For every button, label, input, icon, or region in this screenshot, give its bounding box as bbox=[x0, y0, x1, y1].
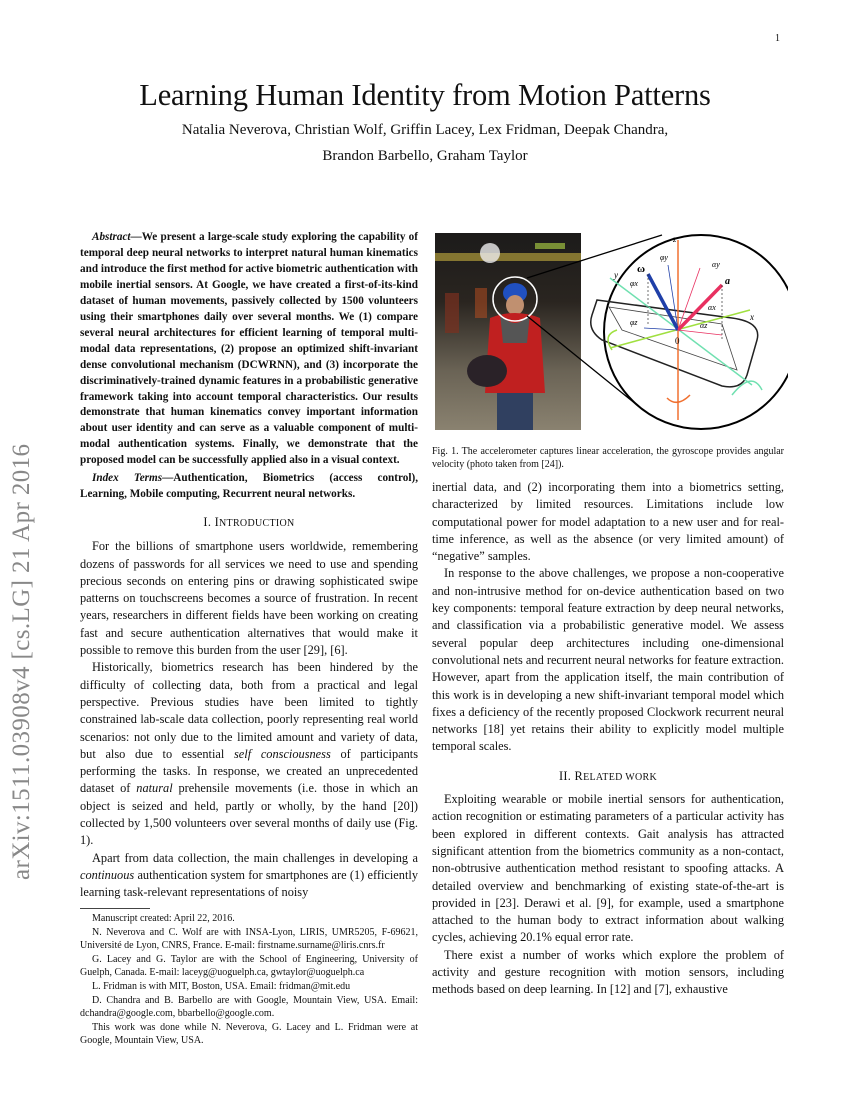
sensor-axes-diagram bbox=[432, 230, 788, 440]
figure-1 bbox=[432, 230, 788, 440]
footnote: Manuscript created: April 22, 2016. bbox=[92, 913, 235, 924]
figure-caption: Fig. 1. The accelerometer captures linear acceleration, the gyroscope provides angular velocity (photo taken from [24]). bbox=[432, 446, 784, 471]
right-column bbox=[432, 479, 784, 999]
abstract-label: Abstract bbox=[92, 231, 131, 243]
index-terms-label: Index Terms bbox=[92, 472, 163, 484]
svg-text:αz: αz bbox=[700, 321, 708, 330]
footnote: This work was done while N. Neverova, G. Lacey and L. Fridman were at Google, Mountain View, USA. bbox=[80, 1021, 418, 1047]
abstract bbox=[80, 230, 418, 469]
arxiv-identifier: arXiv:1511.03908v4 [cs.LG] 21 Apr 2016 bbox=[8, 443, 35, 880]
svg-text:αx: αx bbox=[708, 303, 716, 312]
introduction-section bbox=[80, 514, 418, 902]
paragraph: In response to the above challenges, we propose a non-cooperative and non-intrusive method for on-device authentication based on two key components: temporal feature extraction by deep neural networks, and classification via a probabilistic generative model. We assess several popular deep architectures including one-dimensional convolutional nets and recurrent neural networks for feature extraction. However, apart from the application itself, the main contribution of this work is in developing a new shift-invariant temporal model which fixes a deficiency of the recently proposed Clockwork recurrent neural networks [18] yet retains their ability to explicitly model multiple temporal scales. bbox=[432, 566, 784, 754]
paragraph: inertial data, and (2) incorporating them into a biometrics setting, characterized by limited resources. Limitations include low computational power for model adaptation to a new user and for real-time inference, as well as the absence (or very limited amount) of “negative” samples. bbox=[432, 480, 784, 564]
svg-text:x: x bbox=[750, 312, 754, 322]
paragraph: For the billions of smartphone users worldwide, remembering dozens of passwords for all services we need to use and spending precious seconds on entering pins or drawing sophisticated swipe patterns on touchscreens becomes a source of frustration. In recent years, researchers in different fields have been working on creating fast and secure authentication alternatives that would make it possible to remove this burden from the user [29], [6]. bbox=[80, 539, 418, 658]
svg-text:a: a bbox=[725, 276, 730, 287]
paragraph: There exist a number of works which explore the problem of activity and gesture recognition with motion sensors, including methods based on deep learning. In [12] and [7], exhaustive bbox=[432, 947, 784, 997]
svg-text:z: z bbox=[673, 234, 677, 244]
svg-text:ω: ω bbox=[637, 263, 646, 275]
svg-text:φz: φz bbox=[630, 318, 638, 327]
paragraph: Historically, biometrics research has been hindered by the difficulty of collecting data, both from a practical and legal perspective. Previous studies have been limited to tightly constrained lab-scale data collection, poorly representing real world scenarios: not only due to the limited amount and variety of data, but also due to essential self consciousness of participants performing the tasks. In response, we created an unprecedented dataset of natural prehensile movements (i.e. those in which an object is seized and held, partly or wholly, by the hand [20]) collected by 1,500 volunteers over several months of daily use (Fig. 1). bbox=[80, 660, 418, 848]
footnotes bbox=[80, 912, 418, 1048]
paragraph: Apart from data collection, the main challenges in developing a continuous authentication system for smartphones are (1) efficiently learning task-relevant representations of noisy bbox=[80, 850, 418, 900]
svg-text:φx: φx bbox=[630, 279, 638, 288]
footnote: L. Fridman is with MIT, Boston, USA. Email: fridman@mit.edu bbox=[92, 980, 351, 992]
svg-text:0: 0 bbox=[675, 336, 680, 346]
section-heading-introduction: I. INTRODUCTION bbox=[203, 515, 295, 529]
author-list-line-2: Brandon Barbello, Graham Taylor bbox=[322, 148, 528, 164]
abstract-text: —We present a large-scale study exploring the capability of temporal deep neural networks to interpret natural human kinematics and introduce the first method for active biometric authentication with mobile inertial sensors. At Google, we have created a first-of-its-kind dataset of human movements, passively collected by 1500 volunteers using their smartphones daily over several months. We (1) compare several neural architectures for efficient learning of temporal multi-modal data representations, (2) propose an optimized shift-invariant dense convolutional mechanism (DCWRNN), and (3) incorporate the discriminatively-trained dynamic features in a probabilistic generative framework taking into account temporal characteristics. Our results demonstrate that human kinematics convey important information about user identity and can serve as a valuable component of multi-modal authentication systems. Finally, we demonstrate that the proposed model can be successfully applied also in a visual context. bbox=[80, 231, 418, 467]
footnote: D. Chandra and B. Barbello are with Google, Mountain View, USA. Email: dchandra@google.com, bbarbello@google.com. bbox=[80, 994, 418, 1020]
paragraph: Exploiting wearable or mobile inertial sensors for authentication, action recognition or estimating parameters of a particular activity has been explored in different contexts. Gait analysis has attracted significant attention from the biometrics community as a non-contact, non-obtrusive authentication method resistant to spoofing attacks. A detailed overview and benchmarking of existing state-of-the-art is provided in [23]. Derawi et al. [9], for example, used a smartphone attached to the human body to extract information about walking cycles, achieving 20.1% equal error rate. bbox=[432, 792, 784, 945]
svg-text:φy: φy bbox=[660, 253, 668, 262]
section-heading-related-work: II. RELATED WORK bbox=[558, 768, 658, 783]
svg-text:y: y bbox=[614, 270, 618, 280]
footnote: N. Neverova and C. Wolf are with INSA-Lyon, LIRIS, UMR5205, F-69621, Université de Lyon, CNRS, France. E-mail: firstname.surname@liris.cnrs.fr bbox=[80, 926, 418, 952]
footnote-divider bbox=[80, 908, 150, 909]
index-terms bbox=[80, 471, 418, 503]
paper-title: Learning Human Identity from Motion Patterns bbox=[139, 78, 711, 112]
svg-text:αy: αy bbox=[712, 260, 720, 269]
page-number: 1 bbox=[775, 33, 780, 44]
footnote: G. Lacey and G. Taylor are with the School of Engineering, University of Guelph, Canada. E-mail: laceyg@uoguelph.ca, gwtaylor@uoguelph.ca bbox=[80, 953, 418, 979]
author-list-line-1: Natalia Neverova, Christian Wolf, Griffin Lacey, Lex Fridman, Deepak Chandra, bbox=[181, 122, 669, 138]
index-terms-text: —Authentication, Biometrics (access control), Learning, Mobile computing, Recurrent neural networks. bbox=[80, 472, 418, 500]
